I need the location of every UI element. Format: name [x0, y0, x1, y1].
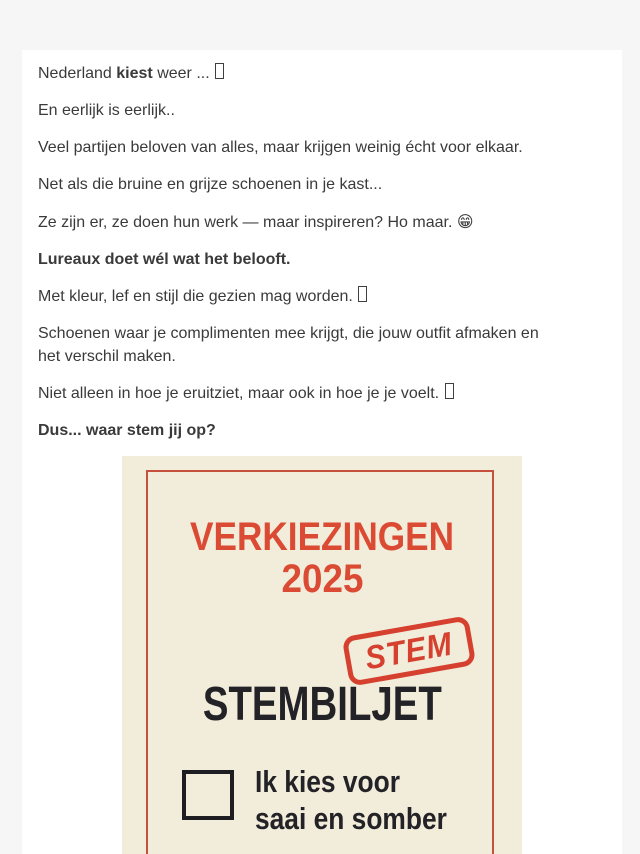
paragraph [38, 419, 606, 442]
ballot-heading-text: STEMBILJET [202, 678, 442, 731]
paragraph [38, 99, 606, 122]
ballot-title [122, 516, 522, 558]
ballot-year [122, 558, 522, 600]
ballot-option-line1: Ik kies voor [255, 764, 401, 799]
ballot-heading [122, 680, 522, 730]
text-run: Met kleur, lef en stijl die gezien mag worden. [38, 288, 358, 305]
paragraph [38, 382, 606, 405]
paragraph [38, 62, 606, 85]
text-run: En eerlijk is eerlijk.. [38, 102, 175, 119]
paragraph [38, 210, 606, 234]
missing-glyph-box [358, 286, 367, 302]
ballot-title-text: VERKIEZINGEN [189, 515, 455, 559]
ballot-option-label [255, 763, 447, 837]
text-run: Niet alleen in hoe je eruitziet, maar ook in hoe je je voelt. [38, 385, 444, 402]
text-run: het verschil maken. [38, 348, 176, 365]
missing-glyph-box [445, 383, 454, 399]
text-run: weer ... [152, 65, 215, 82]
email-body [22, 50, 622, 442]
text-run: Ze zijn er, ze doen hun werk — maar inspireren? Ho maar. [38, 214, 457, 231]
paragraph [38, 248, 606, 271]
ballot-image-wrapper [22, 456, 622, 854]
text-run: Dus... waar stem jij op? [38, 422, 216, 439]
text-run: Net als die bruine en grijze schoenen in je kast... [38, 176, 383, 193]
ballot-option-line2: saai en somber [255, 801, 447, 836]
text-run: Veel partijen beloven van alles, maar krijgen weinig écht voor elkaar. [38, 139, 523, 156]
paragraph [38, 136, 606, 159]
text-run: Lureaux doet wél wat het belooft. [38, 251, 291, 268]
text-run: kiest [116, 65, 153, 82]
paragraph [38, 322, 606, 368]
text-run: Nederland [38, 65, 117, 82]
grinning-emoji: 😁 [456, 212, 474, 231]
paragraph [38, 173, 606, 196]
ballot-checkbox [182, 770, 234, 820]
ballot-year-text: 2025 [281, 557, 363, 601]
email-card [22, 50, 622, 854]
ballot-image[interactable] [122, 456, 522, 854]
paragraph [38, 285, 606, 308]
ballot-option-row [182, 764, 481, 837]
text-run: Schoenen waar je complimenten mee krijgt, die jouw outfit afmaken en [38, 325, 539, 342]
missing-glyph-box [215, 63, 224, 79]
stem-stamp-label: STEM [362, 624, 456, 677]
